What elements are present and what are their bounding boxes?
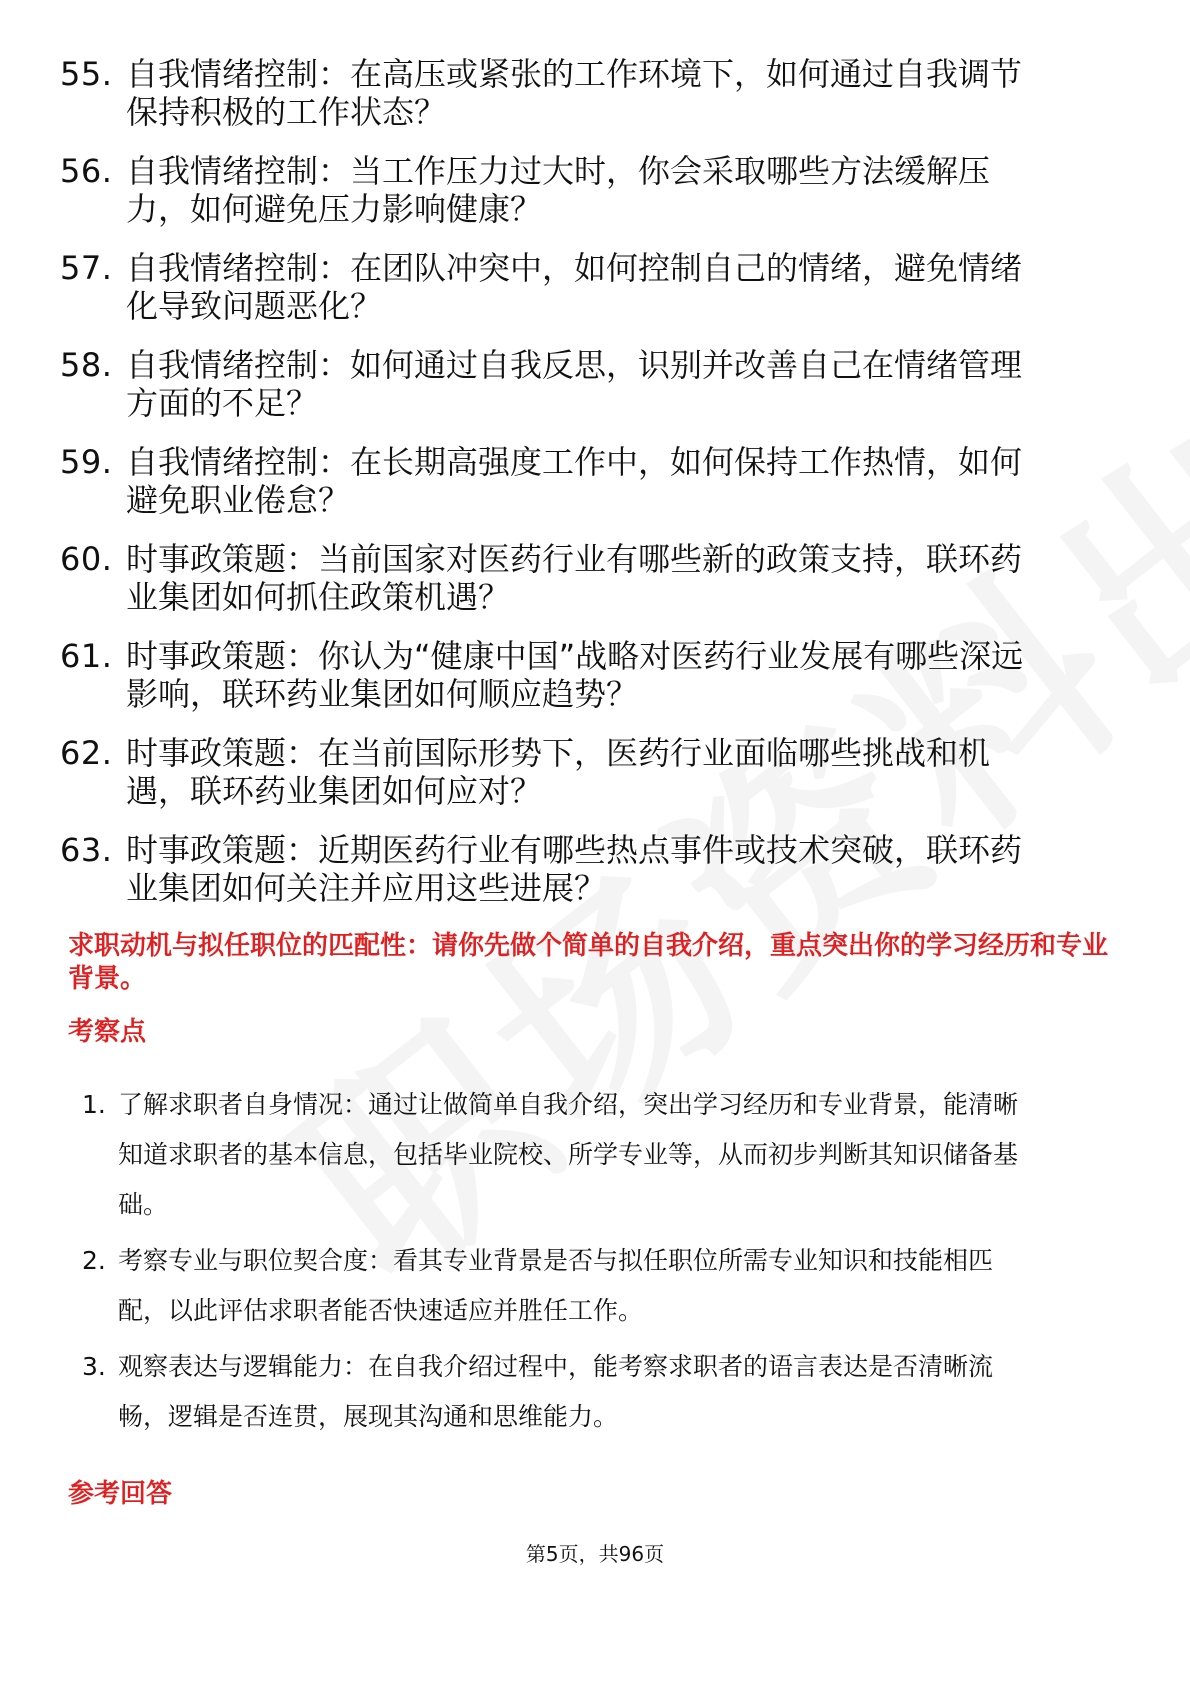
reference-answer-label: 参考回答 [68, 1479, 173, 1509]
question-text: 自我情绪控制：在高压或紧张的工作环境下，如何通过自我调节保持积极的工作状态？ [126, 55, 1023, 131]
question-text: 自我情绪控制：当工作压力过大时，你会采取哪些方法缓解压力，如何避免压力影响健康？ [126, 152, 991, 228]
question-item [60, 249, 1130, 325]
question-heading: 求职动机与拟任职位的匹配性：请你先做个简单的自我介绍，重点突出你的学习经历和专业背景。 [68, 931, 1109, 994]
question-number: 63. [60, 831, 113, 869]
question-text: 自我情绪控制：在团队冲突中，如何控制自己的情绪，避免情绪化导致问题恶化？ [126, 249, 1023, 325]
question-text: 自我情绪控制：在长期高强度工作中，如何保持工作热情，如何避免职业倦怠？ [126, 443, 1023, 519]
question-item [60, 637, 1130, 713]
question-item [60, 152, 1130, 228]
assessment-points-list [82, 1080, 1132, 1448]
list-item-number: 2. [82, 1246, 106, 1275]
question-text: 时事政策题：当前国家对医药行业有哪些新的政策支持，联环药业集团如何抓住政策机遇？ [126, 540, 1023, 616]
list-item-number: 1. [82, 1090, 106, 1119]
question-number: 59. [60, 443, 113, 481]
question-number: 61. [60, 637, 113, 675]
question-list [60, 55, 1130, 928]
question-number: 56. [60, 152, 113, 190]
question-number: 60. [60, 540, 113, 578]
question-text: 时事政策题：在当前国际形势下，医药行业面临哪些挑战和机遇，联环药业集团如何应对？ [126, 734, 991, 810]
list-item [82, 1236, 1132, 1336]
page-footer: 第5页，共96页 [525, 1542, 665, 1566]
question-item [60, 443, 1130, 519]
question-text: 时事政策题：近期医药行业有哪些热点事件或技术突破，联环药业集团如何关注并应用这些进展？ [126, 831, 1023, 907]
question-number: 57. [60, 249, 113, 287]
question-item [60, 540, 1130, 616]
question-item [60, 734, 1130, 810]
list-item-number: 3. [82, 1352, 106, 1381]
question-number: 55. [60, 55, 113, 93]
question-number: 62. [60, 734, 113, 772]
question-text: 自我情绪控制：如何通过自我反思，识别并改善自己在情绪管理方面的不足？ [126, 346, 1023, 422]
question-item [60, 831, 1130, 907]
question-item [60, 346, 1130, 422]
question-text: 时事政策题：你认为“健康中国”战略对医药行业发展有哪些深远影响，联环药业集团如何顺应趋势？ [126, 637, 1024, 713]
list-item-text: 了解求职者自身情况：通过让做简单自我介绍，突出学习经历和专业背景，能清晰知道求职者的基本信息，包括毕业院校、所学专业等，从而初步判断其知识储备基础。 [118, 1090, 1019, 1219]
list-item [82, 1342, 1132, 1442]
list-item [82, 1080, 1132, 1230]
question-number: 58. [60, 346, 113, 384]
list-item-text: 观察表达与逻辑能力：在自我介绍过程中，能考察求职者的语言表达是否清晰流畅，逻辑是否连贯，展现其沟通和思维能力。 [118, 1352, 994, 1431]
list-item-text: 考察专业与职位契合度：看其专业背景是否与拟任职位所需专业知识和技能相匹配，以此评估求职者能否快速适应并胜任工作。 [118, 1246, 994, 1325]
question-item [60, 55, 1130, 131]
kaochadian-label: 考察点 [68, 1017, 147, 1047]
